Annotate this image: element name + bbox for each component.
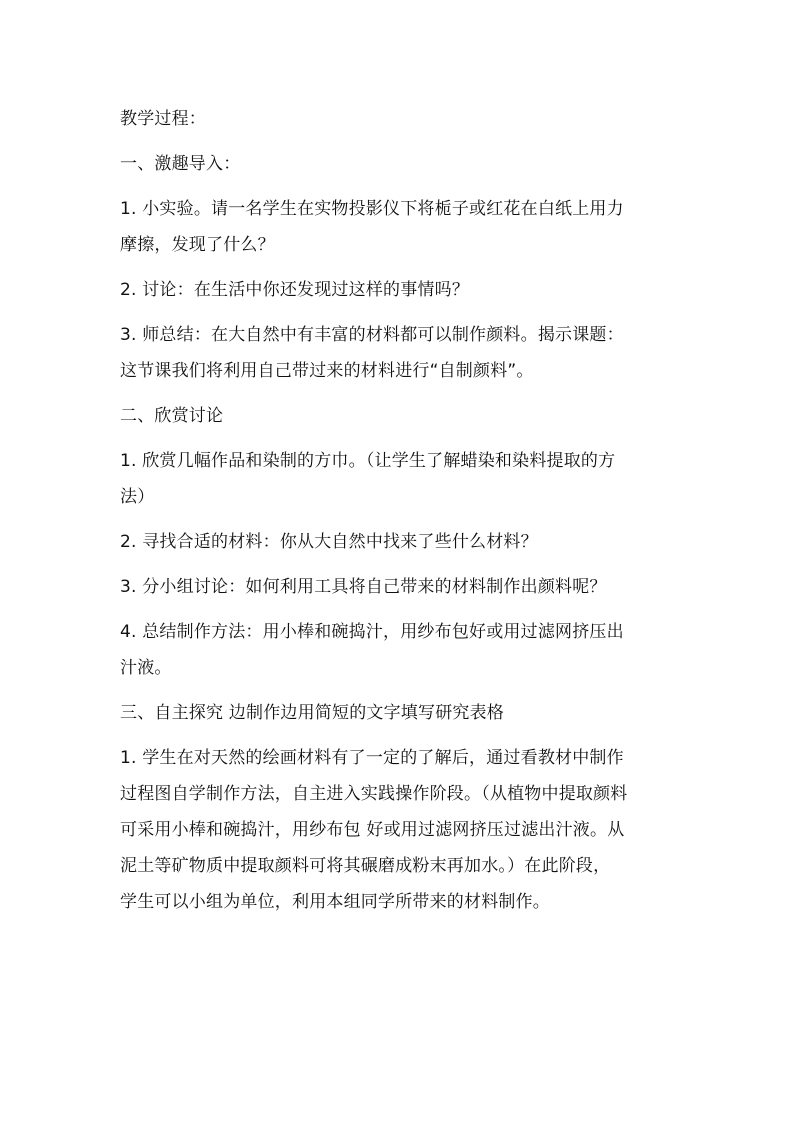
paragraph-gap: [120, 434, 680, 443]
section1-item1-line2: 摩擦，发现了什么？: [120, 235, 275, 255]
paragraph-gap: [120, 389, 680, 398]
section2-item4-line2: 汁液。: [120, 658, 172, 678]
section2-item1-line1: 1. 欣赏几幅作品和染制的方巾。（让学生了解蜡染和染料提取的方: [120, 451, 616, 471]
section3-item1-line3: 可采用小棒和碗捣汁，用纱布包 好或用过滤网挤压过滤出汁液。从: [120, 820, 625, 840]
section1-item2-line1: 2. 讨论：在生活中你还发现过这样的事情吗？: [120, 280, 470, 300]
paragraph-gap: [120, 137, 680, 146]
section1-title: 一、激趣导入：: [120, 154, 241, 174]
paragraph-gap: [120, 560, 680, 569]
paragraph-gap: [120, 308, 680, 317]
section2-title: 二、欣赏讨论: [120, 406, 224, 426]
document-heading: 教学过程：: [120, 109, 206, 129]
section1-item3-line2: 这节课我们将利用自己带过来的材料进行“自制颜料”。: [120, 361, 534, 381]
paragraph-gap: [120, 263, 680, 272]
paragraph-gap: [120, 686, 680, 695]
section3-item1-line1: 1. 学生在对天然的绘画材料有了一定的了解后，通过看教材中制作: [120, 748, 624, 768]
section3-item1-line4: 泥土等矿物质中提取颜料可将其碾磨成粉末再加水。）在此阶段，: [120, 856, 611, 876]
section3-item1-line2: 过程图自学制作方法，自主进入实践操作阶段。（从植物中提取颜料: [120, 784, 628, 804]
paragraph-gap: [120, 731, 680, 740]
paragraph-gap: [120, 515, 680, 524]
paragraph-gap: [120, 605, 680, 614]
section1-item3-line1: 3. 师总结：在大自然中有丰富的材料都可以制作颜料。揭示课题：: [120, 325, 624, 345]
section3-item1-line5: 学生可以小组为单位，利用本组同学所带来的材料制作。: [120, 892, 550, 912]
section2-item4-line1: 4. 总结制作方法：用小棒和碗捣汁，用纱布包好或用过滤网挤压出: [120, 622, 624, 642]
section3-title: 三、自主探究 边制作边用简短的文字填写研究表格: [120, 703, 505, 723]
section1-item1-line1: 1. 小实验。请一名学生在实物投影仪下将栀子或红花在白纸上用力: [120, 199, 624, 219]
paragraph-gap: [120, 182, 680, 191]
document-content: [120, 101, 680, 920]
section2-item3-line1: 3. 分小组讨论：如何利用工具将自己带来的材料制作出颜料呢？: [120, 577, 607, 597]
section2-item2-line1: 2. 寻找合适的材料：你从大自然中找来了些什么材料？: [120, 532, 538, 552]
section2-item1-line2: 法）: [120, 487, 155, 507]
